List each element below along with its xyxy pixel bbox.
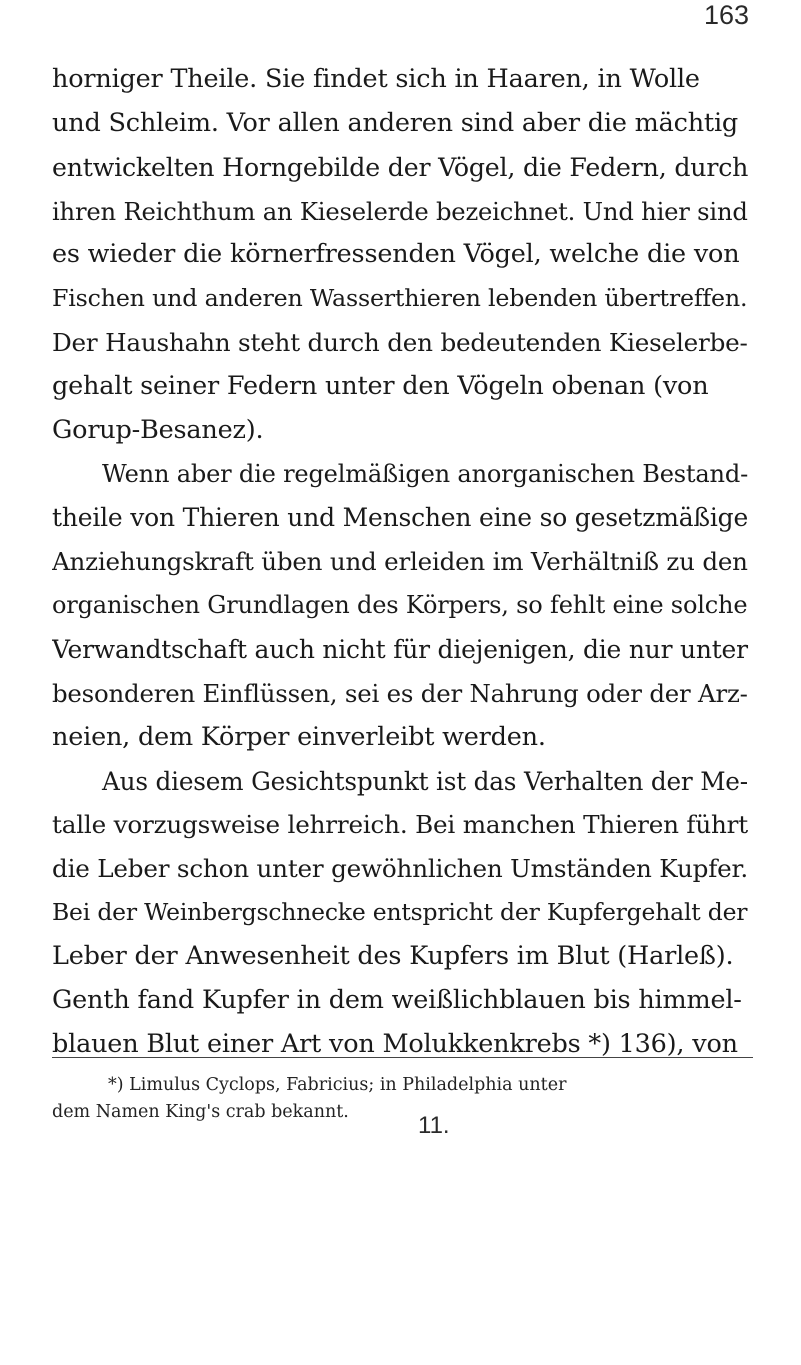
text-line: neien, dem Körper einverleibt werden. bbox=[52, 721, 546, 752]
text-line: Bei der Weinbergschnecke entspricht der Kupfergehalt der bbox=[52, 898, 748, 927]
text-line: ihren Reichthum an Kieselerde bezeichnet. Und hier sind bbox=[52, 196, 748, 226]
text-line: talle vorzugsweise lehrreich. Bei manchen Thieren führt bbox=[52, 810, 748, 840]
text-line: organischen Grundlagen des Körpers, so fehlt eine solche bbox=[52, 591, 748, 620]
paragraph-start-line: Aus diesem Gesichtspunkt ist das Verhalten der Me- bbox=[102, 766, 748, 796]
footnote-line: *) Limulus Cyclops, Fabricius; in Philadelphia unter bbox=[108, 1075, 567, 1095]
footnote-divider bbox=[52, 1057, 753, 1058]
footnote-line: dem Namen King's crab bekannt. bbox=[52, 1102, 349, 1122]
body-text bbox=[52, 58, 752, 1066]
printer-signature-mark: 11. bbox=[418, 1112, 450, 1139]
footnote bbox=[52, 1072, 752, 1126]
text-line: Gorup-Besanez). bbox=[52, 414, 264, 445]
text-line: besonderen Einflüssen, sei es der Nahrung oder der Arz- bbox=[52, 678, 748, 708]
text-line: Anziehungskraft üben und erleiden im Verhältniß zu den bbox=[52, 547, 748, 577]
text-line: die Leber schon unter gewöhnlichen Umständen Kupfer. bbox=[52, 854, 748, 884]
text-line: theile von Thieren und Menschen eine so gesetzmäßige bbox=[52, 503, 749, 533]
text-line: blauen Blut einer Art von Molukkenkrebs *) 136), von bbox=[52, 1028, 738, 1059]
paragraph-start-line: Wenn aber die regelmäßigen anorganischen Bestand- bbox=[102, 459, 749, 488]
text-line: Fischen und anderen Wasserthieren lebenden übertreffen. bbox=[52, 284, 748, 313]
text-line: entwickelten Horngebilde der Vögel, die Federn, durch bbox=[52, 152, 749, 182]
text-line: gehalt seiner Federn unter den Vögeln obenan (von bbox=[52, 370, 709, 401]
text-line: Verwandtschaft auch nicht für diejenigen, die nur unter bbox=[52, 634, 748, 664]
text-line: und Schleim. Vor allen anderen sind aber die mächtig bbox=[52, 107, 739, 138]
text-line: Leber der Anwesenheit des Kupfers im Blut (Harleß). bbox=[52, 940, 734, 971]
text-line: horniger Theile. Sie findet sich in Haaren, in Wolle bbox=[52, 64, 700, 94]
page-number: 163 bbox=[703, 0, 749, 30]
text-line: es wieder die körnerfressenden Vögel, welche die von bbox=[52, 239, 740, 270]
text-line: Der Haushahn steht durch den bedeutenden Kieselerbe- bbox=[52, 328, 748, 358]
text-line: Genth fand Kupfer in dem weißlichblauen bis himmel- bbox=[52, 984, 742, 1015]
